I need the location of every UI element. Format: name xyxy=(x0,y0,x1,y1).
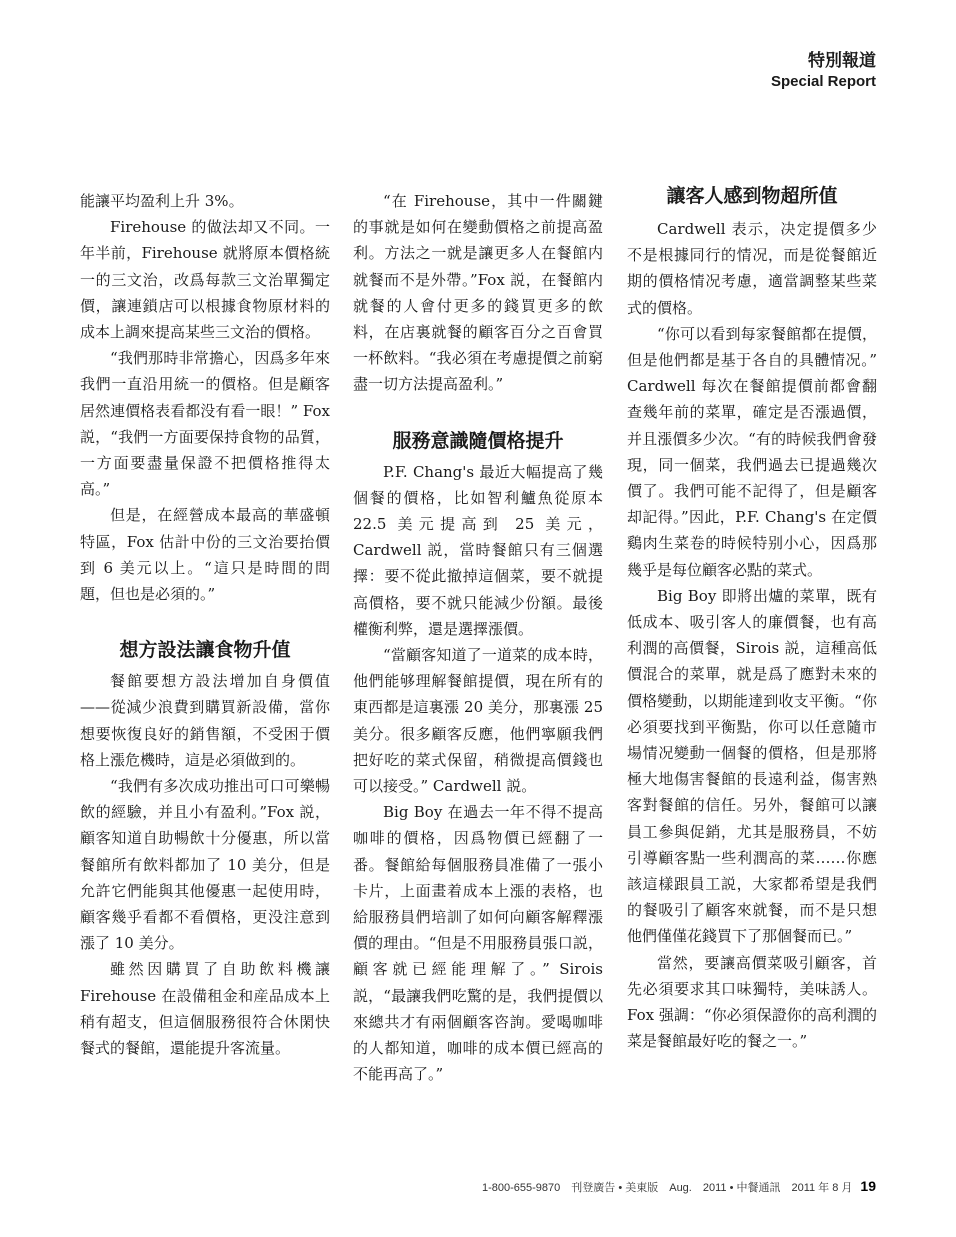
section-heading: 想方設法讓食物升值 xyxy=(119,639,291,662)
section-title-english: Special Report xyxy=(770,73,876,90)
section-heading: 讓客人感到物超所值 xyxy=(666,185,838,207)
section-header xyxy=(771,50,876,92)
paragraph: “你可以看到每家餐館都在提價，但是他們都是基于各自的具體情况。” Cardwell 每次在餐館提價前都會翻查幾年前的菜單，確定是否漲過價，并且漲價多少次。“有的時候我們會發現，同一個菜，我們過去已提過幾次價了。我們可能不記得了，但是顧客却記得。”因此，P.F. Chang's 在定價鷄肉生菜卷的時候特别小心，因爲那幾乎是每位顧客必點的菜式。 xyxy=(627,324,877,579)
footer-info: 1-800-655-9870 刊登廣告 • 美東版 Aug. 2011 • 中餐通訊 2011 年 8 月 xyxy=(481,1182,853,1194)
paragraph: “我們那時非常擔心，因爲多年來我們一直沿用統一的價格。但是顧客居然連價格表看都没有看一眼！” Fox 説，“我們一方面要保持食物的品質，一方面要盡量保證不把價格推得太高。” xyxy=(80,349,330,499)
page-footer xyxy=(482,1178,876,1195)
paragraph: P.F. Chang's 最近大幅提高了幾個餐的價格，比如智利鱸魚從原本 22.5 美元提高到 25 美元，Cardwell 説，當時餐館只有三個選擇：要不從此撤掉這個菜，要不就提高價格，要不就只能減少份額。最後權衡利弊，還是選擇漲價。 xyxy=(353,462,603,638)
paragraph: 但是，在經營成本最高的華盛頓特區，Fox 估計中份的三文治要抬價到 6 美元以上。“這只是時間的問題，但也是必須的。” xyxy=(80,506,330,604)
paragraph: Big Boy 在過去一年不得不提高咖啡的價格，因爲物價已經翻了一番。餐館給每個服務員准備了一張小卡片，上面畫着成本上漲的表格，也給服務員們培訓了如何向顧客解釋漲價的理由。“但是不用服務員張口説，顧客就已經能理解了。” Sirois 説，“最讓我們吃驚的是，我們提價以來總共才有兩個顧客咨詢。愛喝咖啡的人都知道，咖啡的成本價已經高的不能再高了。” xyxy=(353,803,603,1084)
article-column-2 xyxy=(353,188,603,1088)
paragraph: “在 Firehouse，其中一件關鍵的事就是如何在變動價格之前提高盈利。方法之一就是讓更多人在餐館内就餐而不是外帶。”Fox 説，在餐館内就餐的人會付更多的錢買更多的飲料，在店裏就餐的顧客百分之百會買一杯飲料。“我必須在考慮提價之前窮盡一切方法提高盈利。” xyxy=(353,192,603,394)
paragraph: “當顧客知道了一道菜的成本時，他們能够理解餐館提價，現在所有的東西都是這裏漲 20 美分，那裏漲 25 美分。很多顧客反應，他們寧願我們把好吃的菜式保留，稍微提高價錢也可以接受。” Cardwell 説。 xyxy=(353,646,603,796)
section-heading: 服務意識隨價格提升 xyxy=(392,429,564,452)
section-title-chinese: 特別報道 xyxy=(808,51,876,70)
paragraph: 餐館要想方設法增加自身價值——從減少浪費到購買新設備，當你想要恢復良好的銷售額，不受困于價格上漲危機時，這是必須做到的。 xyxy=(80,672,330,769)
article-column-3 xyxy=(627,185,877,1055)
paragraph: “我們有多次成功推出可口可樂暢飲的經驗，并且小有盈利。”Fox 説，顧客知道自助暢飲十分優惠，所以當餐館所有飲料都加了 10 美分，但是允許它們能與其他優惠一起使用時，顧客幾乎看都不看價格，更没注意到漲了 10 美分。 xyxy=(80,777,330,953)
article-column-1 xyxy=(80,188,330,1061)
paragraph: 當然，要讓高價菜吸引顧客，首先必須要求其口味獨特，美味誘人。Fox 强調：“你必須保證你的高利潤的菜是餐館最好吃的餐之一。” xyxy=(627,953,877,1051)
paragraph: Big Boy 即將出爐的菜單，既有低成本、吸引客人的廉價餐，也有高利潤的高價餐，Sirois 説，這種高低價混合的菜單，就是爲了應對未來的價格變動，以期能達到收支平衡。“你必須要找到平衡點，你可以任意隨市場情况變動一個餐的價格，但是那將極大地傷害餐館的長遠利益，傷害熟客對餐館的信任。另外，餐館可以讓員工參與促銷，尤其是服務員，不妨引導顧客點一些利潤高的菜……你應該這樣跟員工説，大家都希望是我們的餐吸引了顧客來就餐，而不是只想他們僅僅花錢買下了那個餐而已。” xyxy=(627,586,877,946)
paragraph: Firehouse 的做法却又不同。一年半前，Firehouse 就將原本價格統一的三文治，改爲每款三文治單獨定價，讓連鎖店可以根據食物原材料的成本上調來提高某些三文治的價格。 xyxy=(80,218,330,342)
page-number: 19 xyxy=(860,1178,876,1194)
paragraph: Cardwell 表示，决定提價多少不是根據同行的情况，而是從餐館近期的價格情况考慮，適當調整某些菜式的價格。 xyxy=(627,220,877,317)
paragraph: 雖然因購買了自助飲料機讓 Firehouse 在設備租金和産品成本上稍有超支，但這個服務很符合休閑快餐式的餐館，還能提升客流量。 xyxy=(80,960,330,1058)
paragraph: 能讓平均盈利上升 3%。 xyxy=(80,192,244,210)
